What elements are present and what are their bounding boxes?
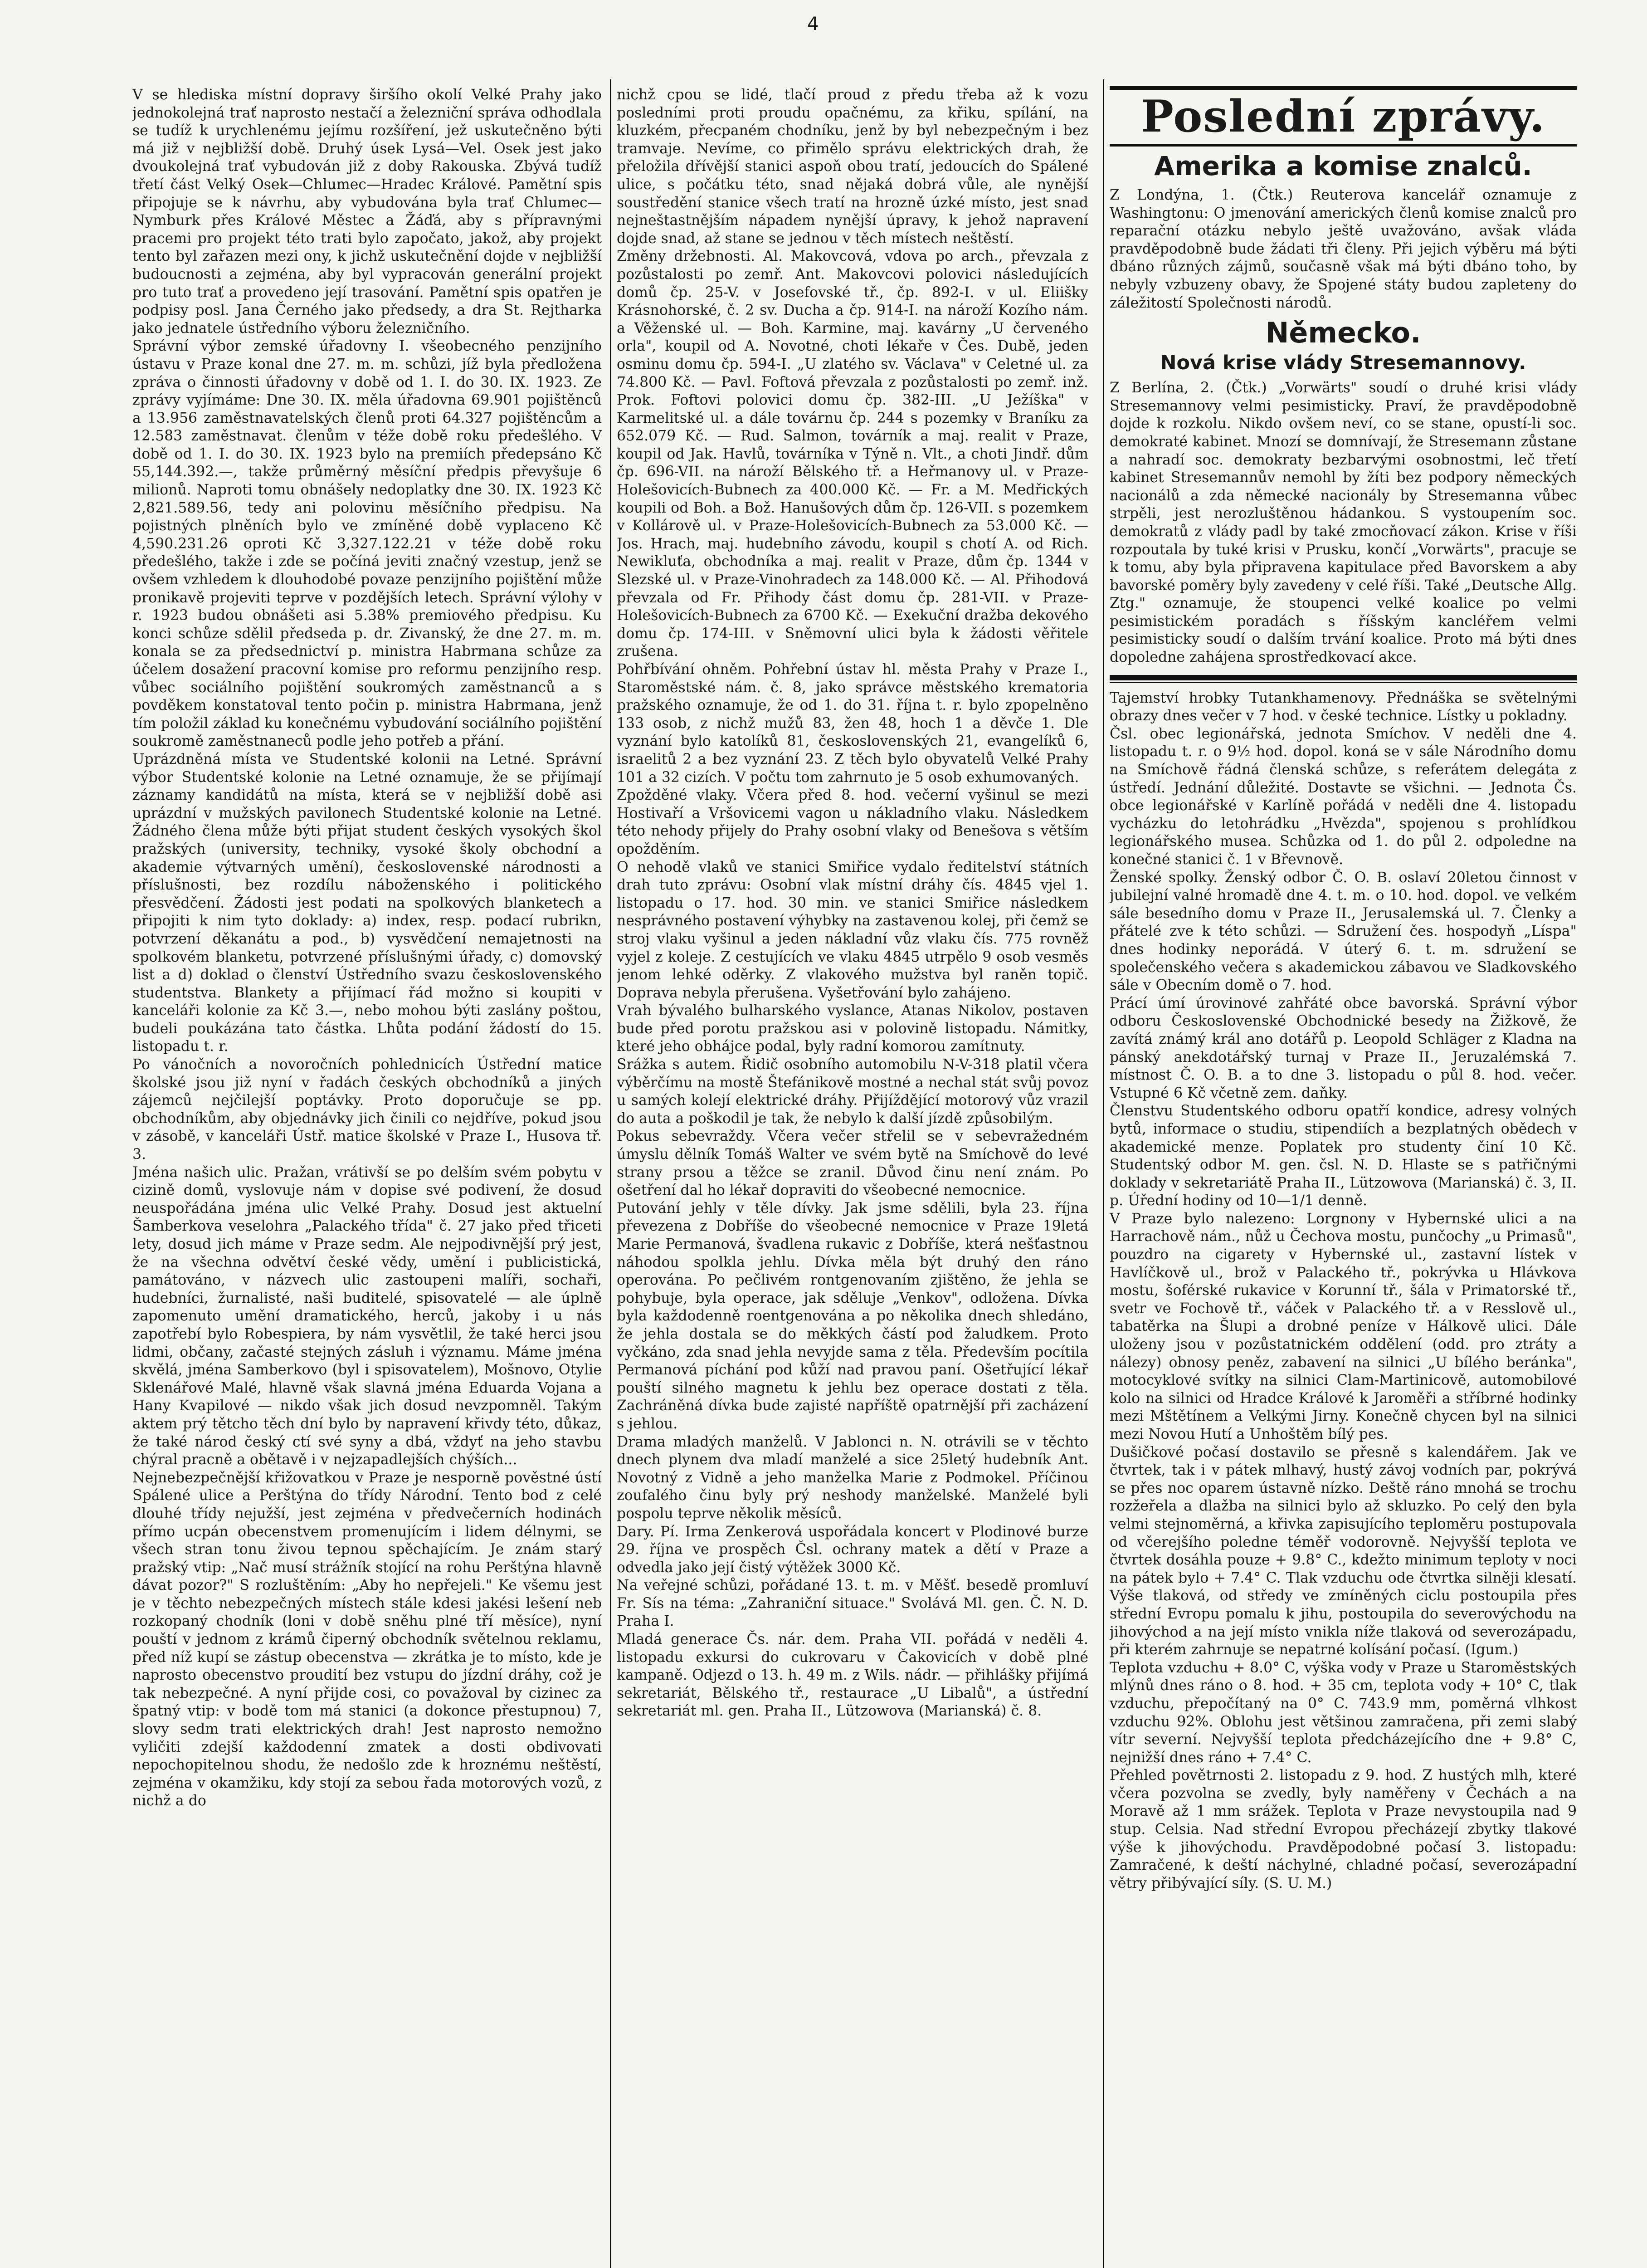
article-railway: V se hlediska místní dopravy širšího okolí Velké Prahy jako jednokolejná trať naprosto nestačí a železniční správa odhodlala se tudíž k urychlenému jejímu rozšíření, jež uskutečněno býti má již v nejbližší době. Druhý úsek Lysá—Vel. Osek jest jako dvoukolejná trať vybudován již z doby Rakouska. Zbývá tudíž třetí část Velký Osek—Chlumec—Hradec Králové. Pamětní spis připojuje se k návrhu, aby vybudována byla trať Chlumec—Nymburk přes Králové Městec a Žáďá, aby s přípravnými pracemi pro projekt této trati bylo započato, jakož, aby projekt tento byl zařazen mezi ony, k jichž uskutečnění dojde v nejbližší budoucnosti a zejména, aby byl vypracován generální projekt pro tuto trať a provedeno její trasování. Pamětní spis opatřen je podpisy posl. Jana Černého jako předsedy, a dra St. Rejtharka jako jednatele ústředního výboru železničního. [132, 87, 602, 337]
article-property-changes: Změny držebnosti. Al. Makovcová, vdova po arch., převzala z pozůstalosti po zemř. Ant. Makovcovi polovici následujících domů čp. 25-V. v Josefovské tř., čp. 892-I. v ul. Eliišky Krásnohorské, č. 2 sv. Ducha a čp. 914-I. na nároží Kozího nám. a Věženské ul. — Boh. Karmine, maj. kavárny „U červeného orla", koupil od A. Novotné, choti lékaře v Čes. Dubě, jeden osminu domu čp. 594-I. „U zlatého sv. Václava" v Celetné ul. za 74.800 Kč. — Pavl. Foftová převzala z pozůstalosti po zemř. inž. Prok. Foftovi polovici domu čp. 382-III. „U Ježíška" v Karmelitské ul. a dále továrnu čp. 244 s pozemky v Braníku za 652.079 Kč. — Rud. Salmon, továrník a maj. realit v Praze, koupil od Jak. Havlů, továrníka v Týně n. Vlt., a choti Jindř. dům čp. 696-VII. na nároží Bělského tř. a Heřmanovy ul. v Praze-Holešovicích-Bubnech za 400.000 Kč. — Fr. a M. Medřických koupili od Boh. a Bož. Hanušových dům čp. 126-VII. s pozemkem v Kollárově ul. v Praze-Holešovicích-Bubnech za 53.000 Kč. — Jos. Hrach, maj. hudebního závodu, koupil s chotí A. od Rich. Newikluťa, obchodníka a maj. realit v Praze, dům čp. 1344 v Slezské ul. v Praze-Vinohradech za 148.000 Kč. — Al. Přihodová převzala od Fr. Přihody část domu čp. 281-VII. v Praze-Holešovicích-Bubnech za 6700 Kč. — Exekuční dražba dekového domu čp. 174-III. v Sněmovní ulici byla k žádosti věřitele zrušena. [617, 248, 1088, 660]
article-bulgarian-envoy: Vrah bývalého bulharského vyslance, Atanas Nikolov, postaven bude před porotu pražskou asi v polovině listopadu. Námitky, které jeho obhájce podal, byly radní komorou zamítnuty. [617, 1002, 1088, 1055]
item-student-department: Členstvu Studentského odboru opatří kondice, adresy volných bytů, informace o studiu, stipendiích a bezplatných obědech v akademické menze. Poplatek pro studenty činí 10 Kč. Studentský odbor M. gen. čsl. N. D. Hlaste se s patřičnými doklady v sekretariátě Praha II., Lützowova (Marianská) č. 3, II. p. Úřední hodiny od 10—1/1 denně. [1110, 1103, 1577, 1209]
headline-america: Amerika a komise znalců. [1154, 151, 1532, 181]
column-1 [132, 86, 602, 2268]
article-london: Z Londýna, 1. (Čtk.) Reuterova kancelář oznamuje z Washingtonu: O jmenování amerických členů komise znalců pro reparační otázku nebylo ještě uvažováno, avšak vláda pravděpodobně bude žádati tři členy. Při jejich výběru má býti dbáno různých zájmů, současně však má býti dbáno toho, by nebyly vzbuzeny obavy, že Spojené státy budou zapleteny do záležitostí Společnosti národů. [1110, 187, 1577, 311]
page-number: 4 [807, 14, 819, 34]
article-cremation: Pohřbívání ohněm. Pohřební ústav hl. města Prahy v Praze I., Staroměstské nám. č. 8, jako správce městského krematoria pražského oznamuje, že od 1. do 31. října t. r. bylo zpopelněno 133 osob, z nichž mužů 83, žen 48, hoch 1 a děvče 1. Dle vyznání bylo katolíků 81, československých 21, evangelíků 6, israelitů 2 a bez vyznání 23. Z těch bylo obyvatelů Velké Prahy 101 a 32 cizích. V počtu tom zahrnuto je 5 osob exhumovaných. [617, 661, 1088, 786]
article-gifts: Dary. Pí. Irma Zenkerová uspořádala koncert v Plodinové burze 29. října ve prospěch Čsl. ochrany matek a dětí v Praze a odvedla jako její čistý výtěžek 3000 Kč. [617, 1523, 1088, 1576]
item-weather: Dušičkové počasí dostavilo se přesně s kalendářem. Jak ve čtvrtek, tak i v pátek mlhavý, hustý závoj vodních par, pokrývá se přes noc oparem ústavně nízko. Deště ráno mnohá se trochu rozžeřela a dlažba na silnici bylo až skluzko. Po celý den byla velmi stejnoměrná, a křivka zapisujícího teploměru postupovala od včerejšího poledne téměř vodorovně. Nejvyšší teplota ve čtvrtek dosáhla pouze + 9.8° C., kdežto minimum teploty v noci na pátek bylo + 7.4° C. Tlak vzduchu ode čtvrtka silněji klesatí. Výše tlaková, od středy ve zmíněných ciclu postoupila přes střední Evropu pomalu k jihu, postoupila do severovýchodu na jihovýchod a na její místo vnikla níže tlaková od severozápadu, při kterém zahrnuje se nepatrné kolísání počasí. (Igum.) [1110, 1444, 1577, 1658]
article-crossroads-cont: nichž cpou se lidé, tlačí proud z předu třeba až k vozu posledními proti proudu opačnému, za křiku, spílání, na kluzkém, přecpaném chodníku, jenž by byl nebezpečným i bez tramvaje. Nevíme, co přimělo správu elektrických drah, že přeložila dřívější stanici aspoň obou tratí, jedoucích do Spálené ulice, s počátku této, snad nějaká dobrá vůle, ale nynější soustředění stanice všech tratí na hrozně úzké místo, jest snad nejneštastnějším nápadem nynější úpravy, k jehož napravení dojde snad, až stane se jednou v těch místech neštěstí. [617, 87, 1088, 247]
column-rule-2 [1103, 79, 1104, 2268]
section-divider [1110, 675, 1577, 683]
article-street-names: Jména našich ulic. Pražan, vrátivší se po delším svém pobytu v cizině domů, vyslovuje nám v dopise své podivení, že dosud neuspořádána jména ulic Velké Prahy. Dosud jest aktuelní Šamberkova veselohra „Palackého třída" č. 27 jako před třiceti lety, dosud jich máme v Praze sedm. Ale nejpodivnější prý jest, že na všechna odvětví české vědy, umění i publicistická, památováno, v názvech ulic zastoupeni malíři, sochaři, hudebníci, žurnalisté, naši buditelé, spisovatelé — ale úplně zapomenuto umění dramatického, herců, jakoby i u nás zapotřebí bylo Robespiera, by nám vysvětlil, že také herci jsou lidmi, občany, začasté stejných zásluh i významu. Máme jména skvělá, jména Samberkovo (byl i spisovatelem), Mošnovo, Otylie Sklenářové Malé, hlavně však slavná jména Eduarda Vojana a Hany Kvapilové — nikdo však jich dosud nevzpomněl. Takým aktem prý tětcho těch dní bylo by napravení křivdy této, důkaz, že také národ český ctí své syny a dbá, vždyť na jeho stavbu chýral pracně a obětavě i v nejzapadlejších chýších... [132, 1164, 602, 1468]
article-public-meeting: Na veřejné schůzi, pořádané 13. t. m. v Měšť. besedě promluví Fr. Sís na téma: „Zahraniční situace." Svolává Ml. gen. Č. N. D. Praha I. [617, 1577, 1088, 1630]
article-couple-drama: Drama mladých manželů. V Jablonci n. N. otrávili se v těchto dnech plynem dva mladí manželé a sice 25letý hudebník Ant. Novotný z Vidně a jeho manželka Marie z Podmokel. Příčinou zoufalého činu byly prý neshody manželské. Manželé byli pospolu teprve několik měsíců. [617, 1433, 1088, 1522]
item-anecdote-tournament: Prácí úmí úrovinové zahřáté obce bavorská. Správní výbor odboru Československé Obchodnické besedy na Žižkově, že zavítá známý král ano dotářů p. Leopold Schläger z Kladna na pánský anekdotářský turnaj v Praze II., Jeruzalémská 7. místnost Č. O. B. a to dne 3. listopadu o půl 8. hod. večer. Vstupné 6 Kč včetně zem. daňky. [1110, 995, 1577, 1101]
headline-germany: Německo. [1265, 316, 1421, 350]
latest-news-masthead: Poslední zprávy. [1110, 86, 1577, 147]
headline-stresemann-crisis: Nová krise vlády Stresemannovy. [1160, 352, 1526, 375]
article-berlin: Z Berlína, 2. (Čtk.) „Vorwärts" soudí o druhé krisi vlády Stresemannovy velmi pesimisticky. Praví, že pravděpodobně dojde k rozkolu. Nikdo ovšem neví, co se stane, opustí-li soc. demokraté kabinet. Mnozí se domnívají, že Stresemann zůstane a nahradí soc. demokraty bezbarvými osobnostmi, leč třetí kabinet Stresemannův nemohl by žíti bez podpory německých nacionálů a zda německé nacionály by Stresemanna vůbec strpěli, jest nerozluštěnou hádankou. S vystoupením soc. demokratů z vlády padl by také zmocňovací zákon. Krise v říši rozpoutala by tuké krisi v Prusku, končí „Vorwärts", pracuje se k tomu, aby byla připravena kapitulace před Bavorskem a aby bavorské poměry byly zavedeny v celé říši. Také „Deutsche Allg. Ztg." oznamuje, že stoupenci velké koalice po velmi pesimistickém poradách s říšským kancléřem velmi pesimisticky soudí o dalším trvání koalice. Proto má býti dnes dopoledne zahájena sprostředkovací akce. [1110, 380, 1577, 666]
article-student-colony: Uprázdněná místa ve Studentské kolonii na Letné. Správní výbor Studentské kolonie na Letné oznamuje, že se přijímají záznamy kandidátů na místa, která se v nejbližší době asi uprázdní v mužských pavilonech Studentské kolonie na Letné. Žádného člena může býti přijat student českých vysokých škol pražských (university, techniky, vysoké školy obchodní a akademie výtvarných umění), československé národnosti a příslušnosti, bez rozdílu náboženského i politického přesvědčení. Žádosti jest podati na spolkových blanketech a připojiti k nim tyto doklady: a) index, resp. podací rubrikn, potvrzení děkanátu a pod., b) vysvědčení nemajetnosti na spolkovém blanketu, potvrzené příslušnými úřady, c) domovský list a d) doklad o členství Ústředního svazu československého studentstva. Blankety a přijímací řád možno si koupiti v kanceláři kolonie za Kč 3.—, nebo mohou býti zaslány poštou, budeli poukázána tato částka. Lhůta podání žádostí do 15. listopadu t. r. [132, 751, 602, 1055]
column-2 [617, 86, 1088, 2268]
item-women-associations: Ženské spolky. Ženský odbor Č. O. B. oslaví 20letou činnost v jubilejní valné hromadě dne 4. t. m. o 10. hod. dopol. ve velkém sále besedního domu v Praze II., Jerusalemská ul. 7. Členky a přátelé zve k této schůzi. — Sdružení čes. hospodyň „Líspa" dnes hodinky neporádá. V úterý 6. t. m. sdružení se společenského večera s akademickou zábavou ve Sladkovského sále v Obecním domě o 7. hod. [1110, 869, 1577, 994]
item-lost-and-found: V Praze bylo nalezeno: Lorgnony v Hybernské ulici a na Harrachově nám., nůž u Čechova mostu, punčochy „u Primasů", pouzdro na cigarety v Hybernské ul., zastavní lístek v Havlíčkově ul., brož v Palackého tř., pokrývka u Hlávkova mostu, šoférské rukavice v Korunní tř., šála v Primatorské tř., svetr ve Fochově tř., váček v Palackého tř. a v Resslově ul., tabatěrka na Šlupi a drobné peníze v Hálkově ulici. Dále uloženy jsou v pozůstatnickém oddělení (odd. pro ztráty a nálezy) obnosy peněz, zabavení na silnici „U bílého beránka", motocyklové svítky na silnici Clam-Martinicově, automobilové kolo na silnici od Hradce Králové k Jaroměři a stříbrné hodinky mezi Mštětínem a Velkými Jirny. Konečně chycen byl na silnici mezi Novou Hutí a Unhoštěm bílý pes. [1110, 1210, 1577, 1442]
article-needle: Putování jehly v těle dívky. Jak jsme sdělili, byla 23. října převezena z Dobříše do všeobecné nemocnice v Praze 19letá Marie Permanová, švadlena rukavic z Dobříše, která nešťastnou náhodou spolkla jehlu. Dívka měla být druhý den ráno operována. Po pečlivém rontgenovaním zjištěno, že jehla se pohybuje, byla operace, jak sděluje „Venkov", odložena. Dívka byla každodenně roentgenována a po několika dnech shledáno, že jehla dostala se do měkkých částí pod žaludkem. Proto vyčkáno, zda snad jehla nevyjde sama z těla. Především pocítila Permanová píchání pod kůží nad pravou paní. Ošetřující lékař pouští silného magnetu k jehlu bez operace dostati z těla. Zachráněná dívka bude zajisté napříště opatrnější při zacházení s jehlou. [617, 1200, 1088, 1432]
column-rule-1 [610, 79, 611, 2268]
column-3 [1110, 86, 1577, 2268]
article-postcards: Po vánočních a novoročních pohlednicích Ústřední matice školské jsou již nyní v řadách českých obchodníků a jiných zájemců nejčilejší poptávky. Proto doporučuje se pp. obchodníkům, aby objednávky jich činili co nejdříve, pokud jsou v zásobě, v kanceláři Ústř. matice školské v Praze I., Husova tř. 3. [132, 1056, 602, 1163]
article-pension-institute: Správní výbor zemské úřadovny I. všeobecného penzijního ústavu v Praze konal dne 27. m. m. schůzi, jíž byla předložena zpráva o činnosti úřadovny v době od 1. I. do 30. IX. 1923. Ze zprávy vyjímáme: Dne 30. IX. měla úřadovna 69.901 pojištěnců a 13.956 zaměstnavatelských členů proti 64.327 pojištěncům a 12.583 zaměstnavat. členům v téže době roku předešlého. V době od 1. I. do 30. IX. 1923 bylo na premiích předepsáno Kč 55,144.392.—, takže průměrný měsíční předpis převyšuje 6 milionů. Naproti tomu obnášely nedoplatky dne 30. IX. 1923 Kč 2,821.589.56, tedy ani polovinu měsíčního předpisu. Na pojistných plněních bylo ve zmíněné době vyplaceno Kč 4,590.231.26 oproti Kč 3,327.122.21 v téže době roku předešlého, takže i zde se počíná jeviti značný vzestup, jenž se ovšem vzhledem k dlouhodobé povaze penzijního pojištění může pronikavě projeviti teprve v pozdějších letech. Správní výlohy v r. 1923 budou obnášeti asi 5.38% premiového předpisu. Ku konci schůze sdělil předseda p. dr. Zivanský, že dne 27. m. m. konala se za předsednictví p. ministra Habrmana schůze za účelem dosažení pracovní komise pro reformu penzijního resp. vůbec sociálního pojištění soukromých zaměstnanců a s povděkem konstatoval tento počin p. ministra Habrmana, jenž tím položil základ ku konečnému vybudování sociálního pojištění soukromě zaměstnaneců podle jeho potřeb a přání. [132, 338, 602, 750]
article-delayed-trains: Zpožděné vlaky. Včera před 8. hod. večerní vyšinul se mezi Hostivaří a Vršovicemi vagon u nákladního vlaku. Následkem této nehody přijely do Prahy osobní vlaky od Benešova s větším opožděním. [617, 787, 1088, 857]
article-smirice-accident: O nehodě vlaků ve stanici Smiřice vydalo ředitelství státních drah tuto zprávu: Osobní vlak místní dráhy čís. 4845 vjel 1. listopadu o 17. hod. 30 min. ve stanici Smiřice následkem nesprávného postavení výhybky na zastavenou kolej, při čemž se stroj vlaku vyšinul a jeden nákladní vůz vlaku čís. 775 rovněž vyjel z koleje. Z cestujících ve vlaku 4845 utrpělo 9 osob vesměs jenom lehké oděrky. Z vlakového mužstva byl raněn topič. Doprava nebyla přerušena. Vyšetřování bylo zahájeno. [617, 859, 1088, 1001]
item-legionaries: Čsl. obec legionářská, jednota Smíchov. V neděli dne 4. listopadu t. r. o 9½ hod. dopol. koná se v sále Národního domu na Smíchově řádná členská schůze, s referátem delegáta z ústředí. Jednání důležité. Dostavte se všichni. — Jednota Čs. obce legionářské v Karlíně pořádá v neděli dne 4. listopadu vycházku do letohrádku „Hvězda", spojenou s prohlídkou legionářského musea. Schůzka od 1. do půl 2. odpoledne na konečné stanici č. 1 v Břevnově. [1110, 725, 1577, 868]
item-temperature: Teplota vzduchu + 8.0° C, výška vody v Praze u Staroměstských mlýnů dnes ráno o 8. hod. + 35 cm, teplota vody + 10° C, tlak vzduchu, přepočítaný na 0° C. 743.9 mm, poměrná vlhkost vzduchu 92%. Oblohu jest většinou zamračena, při zemi slabý vítr severní. Nejvyšší teplota předcházejícího dne + 9.8° C, nejnižší dnes ráno + 7.4° C. [1110, 1659, 1577, 1766]
item-tutankhamen: Tajemství hrobky Tutankhamenovy. Přednáška se světelnými obrazy dnes večer v 7 hod. v české technice. Lístky u pokladny. [1110, 689, 1577, 724]
article-suicide-attempt: Pokus sebevraždy. Včera večer střelil se v sebevražedném úmyslu dělník Tomáš Walter ve svém bytě na Smíchově do levé strany prsou a těžce se zranil. Důvod činu není znám. Po ošetření dal ho lékař dopraviti do všeobecné nemocnice. [617, 1128, 1088, 1199]
item-weather-overview: Přehled povětrnosti 2. listopadu z 9. hod. Z hustých mlh, které včera pozvolna se zvedly, byly naměřeny v Čechách a na Moravě až 1 mm srážek. Teplota v Praze nevystoupila nad 9 stup. Celsia. Nad střední Evropou přecházejí zbytky tlakové výše k jihovýchodu. Pravděpodobné počasí 3. listopadu: Zamračené, k deští náchylné, chladné počasí, severozápadní větry přibývající síly. (S. U. M.) [1110, 1767, 1577, 1892]
article-young-generation: Mladá generace Čs. nár. dem. Praha VII. pořádá v neděli 4. listopadu exkursi do cukrovaru v Čakovicích v době plné kampaně. Odjezd o 13. h. 49 m. z Wils. nádr. — přihlášky přijímá sekretariát, Bělského tř., restaurace „U Libalů", a ústřední sekretariát ml. gen. Praha II., Lützowova (Marianská) č. 8. [617, 1631, 1088, 1720]
article-crossroads: Nejnebezpečnější křižovatkou v Praze je nesporně pověstné ústí Spálené ulice a Perštýna do třídy Národní. Tento bod z celé dlouhé třídy nejužší, jest zejména v předvečerních hodinách přímo ucpán obecenstvem promenujícím i lidem délnymi, se všech stran tonu živou tepnou spěchajícím. Je znám starý pražský vtip: „Nač musí strážník stojící na rohu Perštýna hlavně dávat pozor?" S rozluštěním: „Aby ho nepřejeli." Ke všemu jest je v těchto nebezpečných místech stále kdesi jakési lešení neb rozkopaný chodník (loni v době sněhu plné tří měsíce), nyní pouští v jednom z krámů čiperný obchodník světelnou reklamu, před níž kupí se zástup obecenstva — zkrátka je to místo, kde je naprosto obecenstvo proudití bez vstupu do jízdní dráhy, což je tak nebezpečné. A nyní přijde cosi, co považoval by cizinec za špatný vtip: v bodě tom má stanici (a dokonce přestupnou) 7, slovy sedm trati elektrických drah! Jest naprosto nemožno vyličiti zdejší každodenní zmatek a dosti obdivovati nepochopitelnou shodu, že nedošlo zde k hroznému neštěstí, zejména v okamžiku, kdy stojí za sebou řada motorových vozů, z nichž a do [132, 1469, 602, 1809]
article-car-collision: Srážka s autem. Řidič osobního automobilu N-V-318 platil včera výběrčímu na mostě Štefánikově mostné a nechal stát svůj povoz u samých kolejí elektrické dráhy. Přijíždějící motorový vůz vrazil do auta a poškodil je tak, že nebylo k další jízdě způsobilým. [617, 1056, 1088, 1127]
